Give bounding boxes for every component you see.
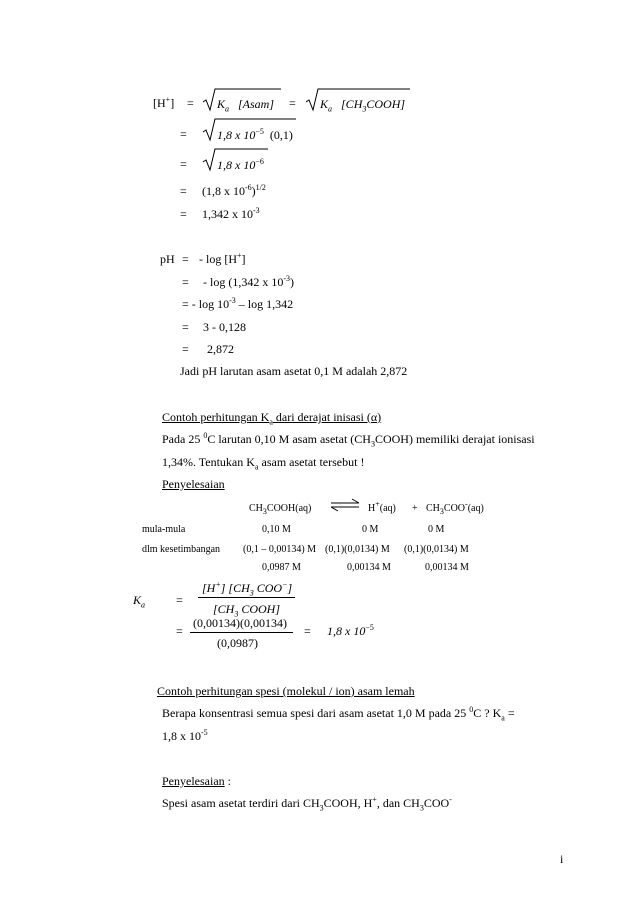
example2-heading: Contoh perhitungan spesi (molekul / ion) asam lemah: [157, 684, 415, 698]
example2-species-line: Spesi asam asetat terdiri dari $CH_3COOH$, H+, dan $CH_3COO^-$: [162, 795, 452, 813]
equals-sign: =: [176, 624, 183, 638]
row-equilibrium-acetate: (0,1)(0,0134) M: [404, 544, 469, 555]
equals-sign: =: [180, 157, 187, 171]
fraction-bar: [190, 632, 293, 633]
equals-sign: =: [182, 342, 189, 356]
equals-sign: =: [289, 96, 296, 110]
equals-sign: =: [180, 127, 187, 141]
example1-question-line2: 1,34%. Tentukan $K_a$ asam asetat tersebut !: [162, 455, 365, 472]
row-initial-acetate: 0 M: [428, 524, 445, 535]
ph-conclusion: Jadi pH larutan asam asetat 0,1 M adalah 2,872: [180, 364, 408, 378]
equilibrium-arrow-icon: [330, 498, 360, 512]
ka-result: 1,8 x $10^{-5}$: [327, 623, 374, 638]
ph-line-5: 2,872: [207, 342, 234, 356]
equals-sign: =: [304, 624, 311, 638]
reaction-reactant: $CH_3COOH(aq)$: [249, 503, 312, 516]
power-expression: (1,8 x $10^{-6})^{1/2}$: [202, 183, 266, 198]
page-number: i: [560, 852, 564, 866]
ph-label: pH: [160, 252, 175, 266]
row-result-acetate: 0,00134 M: [425, 562, 469, 573]
reaction-product-h: H+(aq): [368, 499, 396, 514]
equals-sign: =: [176, 593, 183, 607]
h-conc-result: 1,342 x $10^{-3}$: [202, 206, 260, 221]
sqrt-line-3: 1,8 x $10^{-6}$: [203, 148, 268, 172]
equals-sign: =: [187, 96, 194, 110]
row-initial-acid: 0,10 M: [262, 524, 291, 535]
equals-sign: =: [182, 320, 189, 334]
ka-denominator: [$CH_3$ COOH]: [213, 602, 281, 619]
reaction-product-acetate: $CH_3COO^-(aq)$: [426, 499, 484, 516]
equals-sign: =: [182, 252, 189, 266]
ph-line-2: - log (1,342 x $10^{-3}$): [203, 274, 294, 289]
ka-symbol: $K_a$: [133, 593, 146, 610]
row-result-h: 0,00134 M: [347, 562, 391, 573]
row-initial-label: mula-mula: [142, 524, 186, 535]
frac2-numerator: (0,00134)(0,00134): [193, 616, 287, 630]
row-result-acid: 0,0987 M: [262, 562, 301, 573]
equals-sign: =: [182, 275, 189, 289]
equals-sign: =: [180, 184, 187, 198]
equals-sign: =: [180, 207, 187, 221]
fraction-bar: [198, 597, 295, 598]
example2-question-line2: 1,8 x $10^{-5}$: [162, 728, 208, 743]
row-initial-h: 0 M: [362, 524, 379, 535]
reaction-plus: +: [412, 503, 418, 514]
row-equilibrium-h: (0,1)(0,0134) M: [325, 544, 390, 555]
ka-numerator: [H+] [$CH_3$ COO−]: [202, 580, 293, 598]
example1-heading: Contoh perhitungan $K_a$ dari derajat inisasi (α): [162, 410, 382, 427]
ph-line-3: = - $\log 10^{-3}$ – log 1,342: [182, 296, 294, 311]
h-conc-lhs: [H+]: [153, 95, 175, 110]
sqrt-ka-ch3cooh: $K_a$ $[CH_3COOH]$: [306, 88, 410, 112]
ph-line-4: 3 - 0,128: [203, 320, 246, 334]
frac2-denominator: (0,0987): [217, 636, 258, 650]
example2-solution-label: Penyelesaian :: [162, 774, 231, 788]
example1-solution-label: Penyelesaian: [162, 477, 225, 491]
ph-line-1: - log [H+]: [199, 251, 246, 266]
sqrt-line-2: 1,8 x $10^{-5}$ (0,1): [203, 118, 296, 142]
example2-question-line1: Berapa konsentrasi semua spesi dari asam asetat 1,0 M pada 25 $^0$C ? $K_a$ =: [162, 705, 515, 723]
example1-question-line1: Pada 25 $^0$C larutan 0,10 M asam asetat $(CH_3COOH)$ memiliki derajat ionisasi: [162, 431, 535, 449]
sqrt-ka-asam: $K_a$ [Asam]: [203, 88, 281, 112]
row-equilibrium-acid: (0,1 – 0,00134) M: [243, 544, 317, 555]
row-equilibrium-label: dlm kesetimbangan: [142, 544, 221, 555]
